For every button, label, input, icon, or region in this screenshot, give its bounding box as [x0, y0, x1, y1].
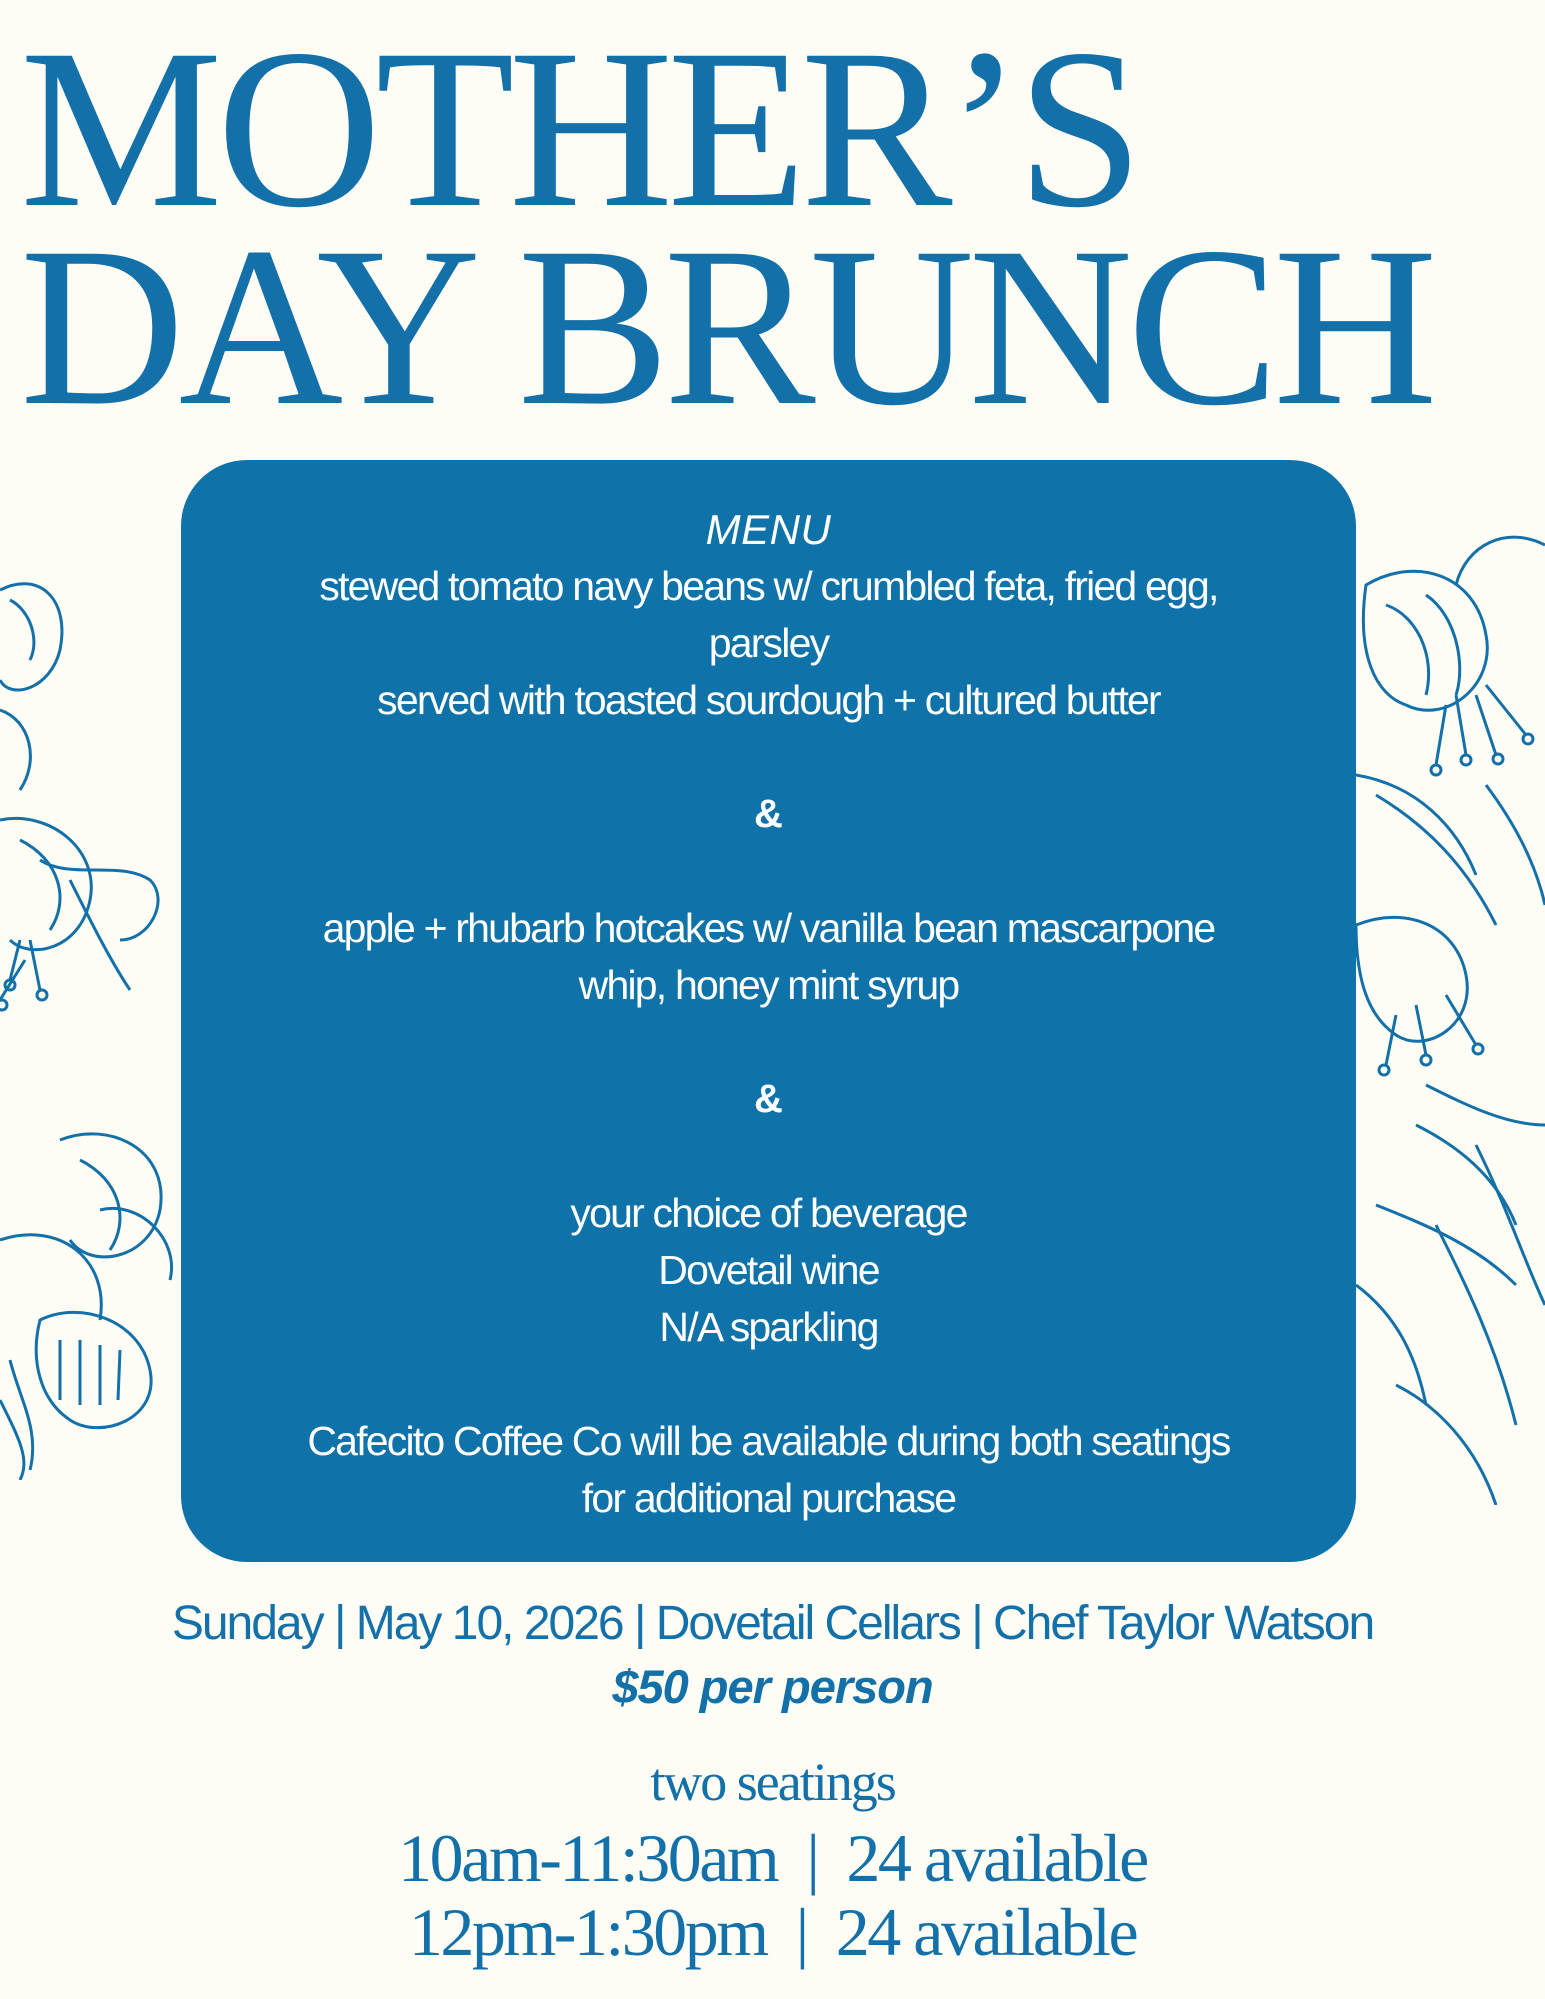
menu-card — [181, 460, 1356, 1562]
dish2-line2: whip, honey mint syrup — [578, 962, 959, 1008]
title-line-2: DAY BRUNCH — [20, 201, 1432, 453]
menu-separator-2: & — [754, 1077, 783, 1121]
dish1-line2: parsley — [708, 620, 829, 666]
coffee-line2: for additional purchase — [581, 1475, 956, 1521]
seating-second: 12pm-1:30pm | 24 available — [408, 1894, 1137, 1970]
menu-heading: MENU — [705, 506, 832, 553]
coffee-line1: Cafecito Coffee Co will be available during both seatings — [307, 1418, 1230, 1464]
beverage-line2: Dovetail wine — [658, 1247, 879, 1293]
floral-illustration-left — [0, 560, 190, 1480]
beverage-line1: your choice of beverage — [570, 1190, 967, 1236]
floral-illustration-right — [1356, 525, 1545, 1505]
beverage-line3: N/A sparkling — [659, 1304, 878, 1350]
dish1-line1: stewed tomato navy beans w/ crumbled feta, fried egg, — [319, 563, 1218, 609]
menu-separator-1: & — [754, 792, 783, 836]
event-details: Sunday | May 10, 2026 | Dovetail Cellars | Chef Taylor Watson — [171, 1597, 1374, 1650]
event-title — [20, 3, 1432, 453]
dish1-line3: served with toasted sourdough + cultured butter — [377, 677, 1160, 723]
seating-first: 10am-11:30am | 24 available — [398, 1820, 1147, 1896]
dish2-line1: apple + rhubarb hotcakes w/ vanilla bean mascarpone — [322, 905, 1215, 951]
price-per-person: $50 per person — [612, 1660, 933, 1713]
seatings-heading: two seatings — [650, 1752, 895, 1812]
title-line-1: MOTHER’S — [20, 3, 1138, 255]
